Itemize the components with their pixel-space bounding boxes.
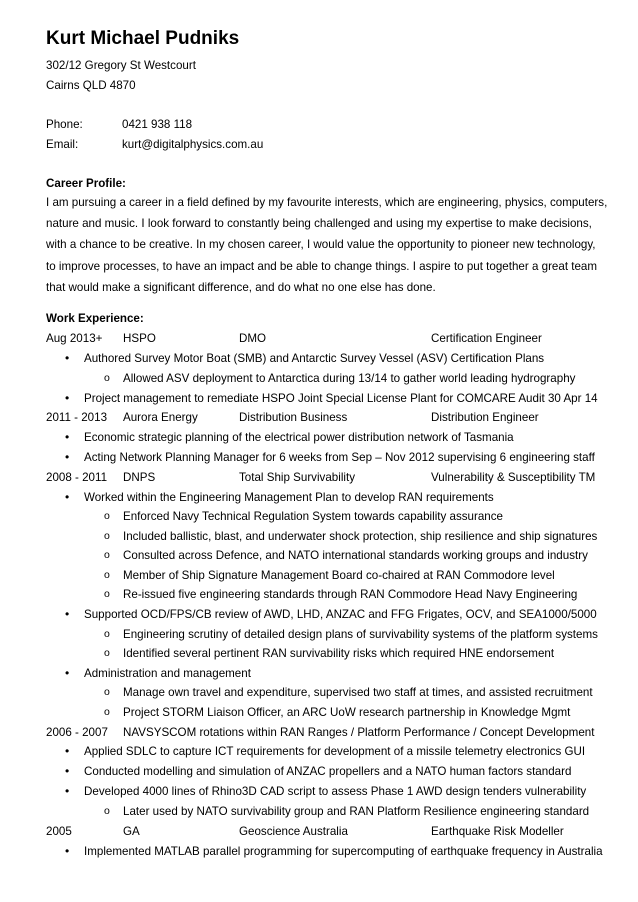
job-role: Certification Engineer (431, 332, 542, 345)
job-role: Distribution Engineer (431, 411, 539, 424)
sub-bullet-item: o Project STORM Liaison Officer, an ARC UoW research partnership in Knowledge Mgmt (123, 706, 570, 719)
resume-name: Kurt Michael Pudniks (46, 28, 240, 49)
job-dates: 2005 (46, 825, 72, 838)
bullet-item: • Economic strategic planning of the electrical power distribution network of Tasmania (84, 431, 514, 444)
job-dates: Aug 2013+ (46, 332, 103, 345)
job-role: Vulnerability & Susceptibility TM (431, 471, 596, 484)
job-row (46, 825, 606, 843)
job-org: DNPS (123, 471, 156, 484)
job-row (46, 726, 606, 744)
job-org: GA (123, 825, 140, 838)
sub-bullet-item: o Identified several pertinent RAN survivability risks which required HNE endorsement (123, 647, 554, 660)
job-row (46, 411, 606, 429)
phone-label: Phone: (46, 118, 83, 131)
career-profile-line: with a chance to be creative. In my chosen career, I would value the opportunity to pioneer new technology, (46, 238, 596, 252)
bullet-item: • Developed 4000 lines of Rhino3D CAD script to assess Phase 1 AWD design tenders vulnerability (84, 785, 586, 798)
sub-bullet-item: o Allowed ASV deployment to Antarctica during 13/14 to gather world leading hydrography (123, 372, 575, 385)
career-profile-line: I am pursuing a career in a field defined by my favourite interests, which are engineering, physics, computers, (46, 196, 608, 209)
work-experience-heading: Work Experience: (46, 312, 144, 325)
job-role: Earthquake Risk Modeller (431, 825, 564, 838)
job-row (46, 471, 606, 489)
address-line-2: Cairns QLD 4870 (46, 79, 136, 92)
sub-bullet-item: o Re-issued five engineering standards through RAN Commodore Head Navy Engineering (123, 588, 577, 601)
job-division: Geoscience Australia (239, 825, 348, 838)
bullet-item: • Worked within the Engineering Management Plan to develop RAN requirements (84, 491, 494, 504)
career-profile-line: that would make a significant difference, and do what no one else has done. (46, 280, 436, 294)
bullet-item: • Acting Network Planning Manager for 6 weeks from Sep – Nov 2012 supervising 6 engineering staff (84, 451, 595, 464)
sub-bullet-item: o Consulted across Defence, and NATO international standards working groups and industry (123, 549, 588, 562)
job-division: Distribution Business (239, 411, 348, 424)
career-profile-text (46, 192, 608, 298)
career-profile-heading: Career Profile: (46, 177, 126, 190)
bullet-item: • Implemented MATLAB parallel programming for supercomputing of earthquake frequency in Australia (84, 845, 603, 858)
job-dates: 2006 - 2007 (46, 726, 108, 739)
bullet-item: • Applied SDLC to capture ICT requirements for development of a missile telemetry electronics GUI (84, 745, 585, 758)
career-profile-line: to improve processes, to have an impact and be able to change things. I aspire to put together a great team (46, 259, 598, 273)
job-dates: 2008 - 2011 (46, 471, 108, 484)
job-org: Aurora Energy (123, 411, 198, 424)
bullet-item: • Project management to remediate HSPO Joint Special License Plant for COMCARE Audit 30 Apr 14 (84, 392, 598, 405)
sub-bullet-item: o Included ballistic, blast, and underwater shock protection, ship resilience and ship signatures (123, 530, 597, 543)
sub-bullet-item: o Member of Ship Signature Management Board co-chaired at RAN Commodore level (123, 569, 555, 582)
sub-bullet-item: o Later used by NATO survivability group and RAN Platform Resilience engineering standard (123, 805, 589, 818)
email-value: kurt@digitalphysics.com.au (122, 138, 264, 151)
sub-bullet-item: o Enforced Navy Technical Regulation System towards capability assurance (123, 510, 503, 523)
sub-bullet-item: o Engineering scrutiny of detailed design plans of survivability systems of the platform systems (123, 628, 598, 641)
bullet-item: • Administration and management (84, 667, 251, 680)
career-profile-line: nature and music. I look forward to constantly being challenged and using my expertise to make decisions, (46, 217, 592, 231)
job-org: NAVSYSCOM rotations within RAN Ranges / Platform Performance / Concept Development (123, 726, 595, 739)
job-division: DMO (239, 332, 267, 345)
address-line-1: 302/12 Gregory St Westcourt (46, 59, 196, 72)
job-division: Total Ship Survivability (239, 471, 355, 484)
bullet-item: • Supported OCD/FPS/CB review of AWD, LHD, ANZAC and FFG Frigates, OCV, and SEA1000/5000 (84, 608, 597, 621)
phone-value: 0421 938 118 (122, 118, 193, 131)
job-row (46, 332, 606, 350)
sub-bullet-item: o Manage own travel and expenditure, supervised two staff at times, and assisted recruitment (123, 686, 593, 699)
job-org: HSPO (123, 332, 156, 345)
email-label: Email: (46, 138, 79, 151)
bullet-item: • Conducted modelling and simulation of ANZAC propellers and a NATO human factors standard (84, 765, 571, 778)
bullet-item: • Authored Survey Motor Boat (SMB) and Antarctic Survey Vessel (ASV) Certification Plans (84, 352, 544, 365)
job-dates: 2011 - 2013 (46, 411, 108, 424)
